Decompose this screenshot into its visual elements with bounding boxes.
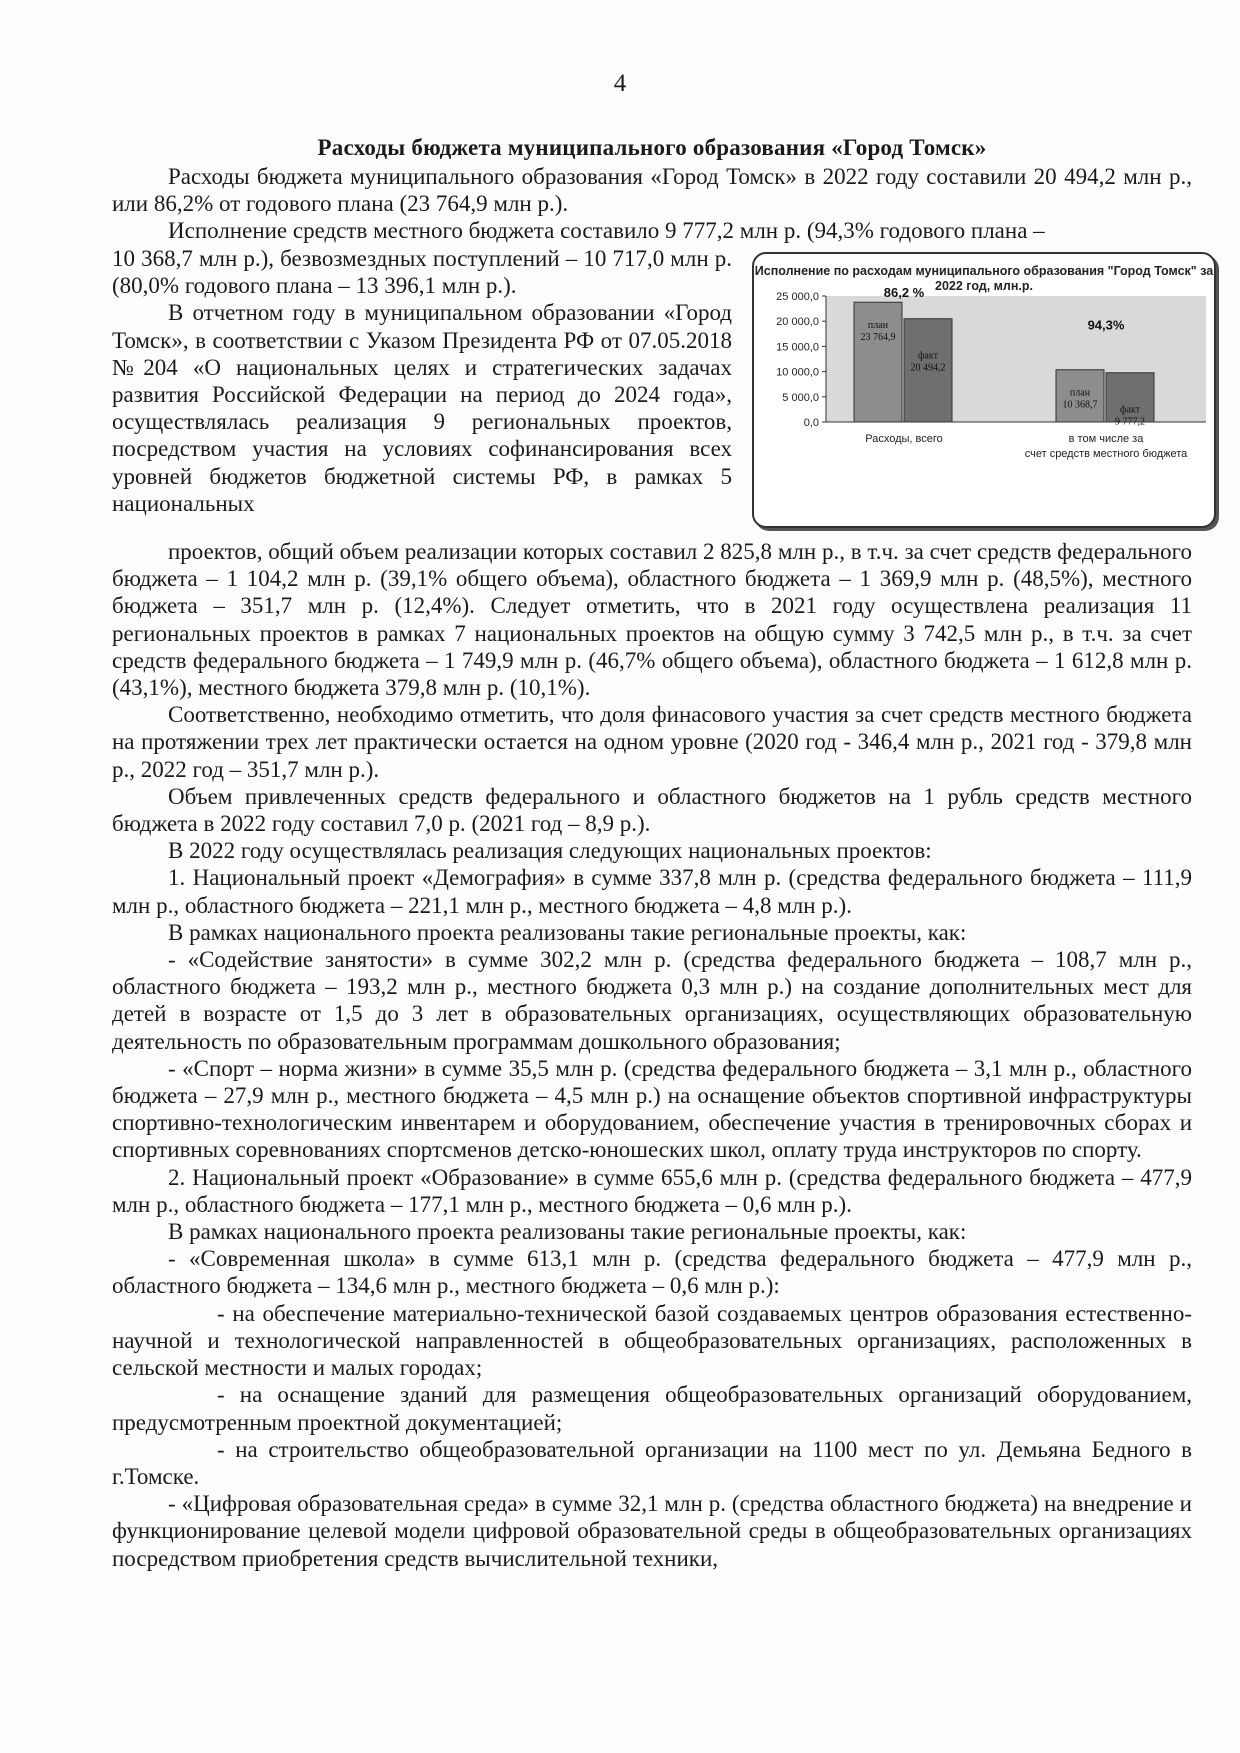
paragraph: - на оснащение зданий для размещения общеобразовательных организаций оборудованием, предусмотренным проектной документацией; [112,1382,1192,1435]
bar-value-label: 20 494,2 [910,362,946,374]
bar-series-label: факт [917,350,939,362]
page-number: 4 [613,70,627,97]
x-category-label: Расходы, всего [865,433,943,445]
percent-label: 94,3% [1087,317,1125,333]
chart-title: Исполнение по расходам муниципального образования "Город Томск" за 2022 год, млн.р. [754,264,1214,293]
paragraph: - «Спорт – норма жизни» в сумме 35,5 млн р. (средства федерального бюджета – 3,1 млн р., областного бюджета – 27,9 млн р., местного бюджета – 4,5 млн р.) на оснащение объектов спортивной инфраструктуры спортивно-технологическим инвентарем и оборудованием, обеспечение участия в тренировочных сборах и спортивных соревнованиях спортсменов детско-юношеских школ, оплату труда инструкторов по спорту. [112,1055,1192,1163]
paragraph: 10 368,7 млн р.), безвозмездных поступлений – 10 717,0 млн р. (80,0% годового плана – 13 396,1 млн р.). [112,246,732,299]
paragraph: Расходы бюджета муниципального образования «Город Томск» в 2022 году составили 20 494,2 млн р., или 86,2% от годового плана (23 764,9 млн р.). [112,164,1192,217]
paragraph: В рамках национального проекта реализованы такие региональные проекты, как: [168,919,967,945]
paragraph: - «Содействие занятости» в сумме 302,2 млн р. (средства федерального бюджета – 108,7 млн р., областного бюджета – 193,2 млн р., местного бюджета 0,3 млн р.) на создание дополнительных мест для детей в возрасте от 1,5 до 3 лет в образовательных организациях, осуществляющих образовательную деятельность по образовательным программам дошкольного образования; [112,947,1192,1054]
budget-chart [752,252,1216,528]
y-tick-label: 15 000,0 [776,341,819,354]
text-block-beside-chart [112,245,732,517]
paragraph: В отчетном году в муниципальном образовании «Город Томск», в соответствии с Указом Президента РФ от 07.05.2018 №204 «О национальных целях и стратегических задачах развития Российской Федерации на период до 2024 года», осуществлялась реализация 9 региональных проектов, посредством участия на условиях софинансирования всех уровней бюджетов бюджетной системы РФ, в рамках 5 национальных [112,300,732,516]
section-title: Расходы бюджета муниципального образования «Город Томск» [317,135,987,160]
bar-series-label: план [1069,387,1091,399]
paragraph: Исполнение средств местного бюджета составило 9 777,2 млн р. (94,3% годового плана – [168,218,1045,244]
percent-label: 86,2 % [883,285,925,301]
paragraph: В рамках национального проекта реализованы такие региональные проекты, как: [168,1219,967,1245]
x-category-label: в том числе за счет средств местного бюджета [1024,433,1188,460]
bar-series-label: план [867,320,889,332]
text-block-main [112,538,1192,1572]
bar-value-label: 23 764,9 [860,332,896,344]
paragraph: - «Современная школа» в сумме 613,1 млн р. (средства федерального бюджета – 477,9 млн р., областного бюджета – 134,6 млн р., местного бюджета – 0,6 млн р.): [112,1246,1192,1299]
paragraph: - на строительство общеобразовательной организации на 1100 мест по ул. Демьяна Бедного в г.Томске. [112,1436,1192,1489]
paragraph: 1. Национальный проект «Демография» в сумме 337,8 млн р. (средства федерального бюджета – 111,9 млн р., областного бюджета – 221,1 млн р., местного бюджета – 4,8 млн р.). [112,865,1192,918]
paragraph: Соответственно, необходимо отметить, что доля финасового участия за счет средств местного бюджета на протяжении трех лет практически остается на одном уровне (2020 год - 346,4 млн р., 2021 год - 379,8 млн р., 2022 год – 351,7 млн р.). [112,702,1192,782]
paragraph: 2. Национальный проект «Образование» в сумме 655,6 млн р. (средства федерального бюджета – 477,9 млн р., областного бюджета – 177,1 млн р., местного бюджета – 0,6 млн р.). [112,1164,1192,1217]
bar-value-label: 10 368,7 [1062,399,1098,411]
bar-value-label: 9 777,2 [1115,416,1145,428]
paragraph: - «Цифровая образовательная среда» в сумме 32,1 млн р. (средства областного бюджета) на внедрение и функционирование целевой модели цифровой образовательной среды в общеобразовательных организациях посредством приобретения средств вычислительной техники, [112,1491,1192,1571]
y-tick-label: 0,0 [803,417,819,429]
y-tick-label: 25 000,0 [776,291,819,303]
y-tick-label: 10 000,0 [776,366,819,379]
y-tick-label: 20 000,0 [776,316,819,329]
text-block-top [112,163,1192,245]
paragraph: Объем привлеченных средств федерального и областного бюджетов на 1 рубль средств местного бюджета в 2022 году составил 7,0 р. (2021 год – 8,9 р.). [112,783,1192,837]
paragraph: - на обеспечение материально-технической базой создаваемых центров образования естественно-научной и технологической направленностей в общеобразовательных организациях, расположенных в сельской местности и малых городах; [112,1300,1192,1381]
bar-series-label: факт [1119,404,1141,416]
y-tick-label: 5 000,0 [782,391,819,404]
paragraph: проектов, общий объем реализации которых составил 2 825,8 млн р., в т.ч. за счет средств федерального бюджета – 1 104,2 млн р. (39,1% общего объема), областного бюджета – 1 369,9 млн р. (48,5%), местного бюджета – 351,7 млн р. (12,4%). Следует отметить, что в 2021 году осуществлена реализация 11 региональных проектов в рамках 7 национальных проектов на общую сумму 3 742,5 млн р., в т.ч. за счет средств федерального бюджета – 1 749,9 млн р. (46,7% общего объема), областного бюджета – 1 612,8 млн р. (43,1%), местного бюджета 379,8 млн р. (10,1%). [112,539,1192,701]
paragraph: В 2022 году осуществлялась реализация следующих национальных проектов: [168,838,932,864]
chart-canvas [754,254,1214,526]
